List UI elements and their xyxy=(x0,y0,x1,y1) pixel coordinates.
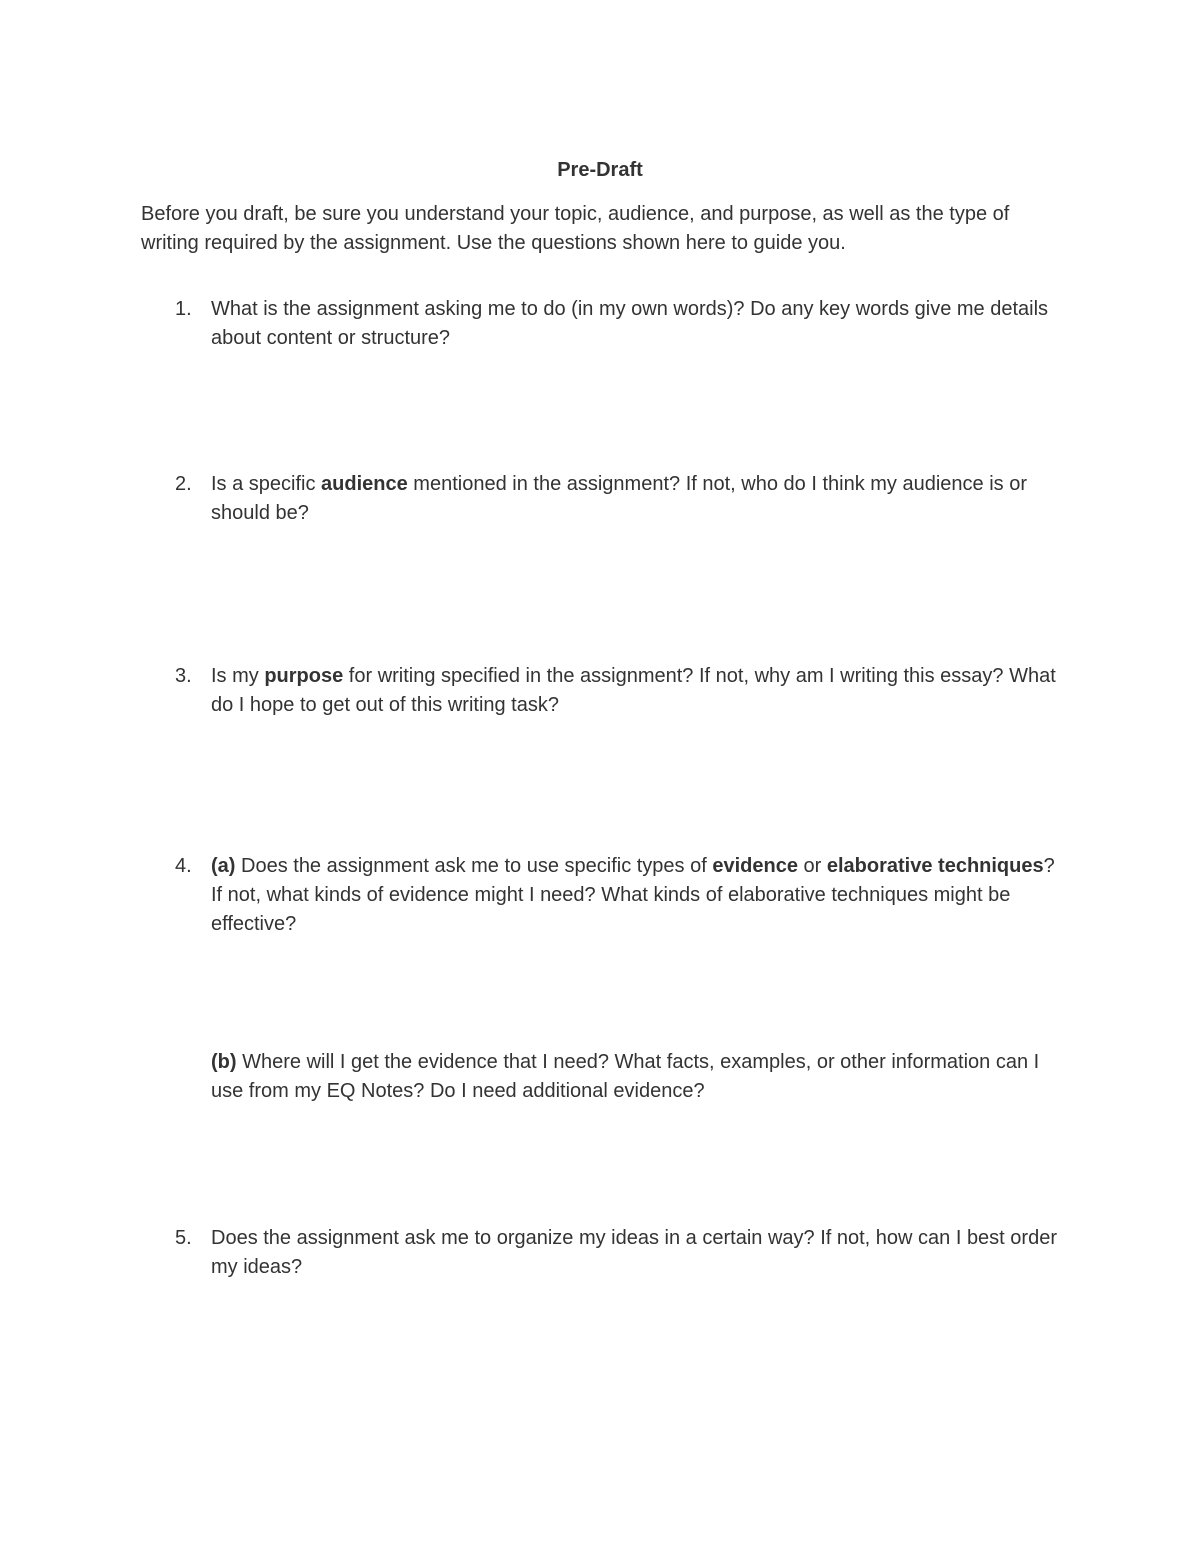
question-text-pre: Is a specific xyxy=(211,473,322,495)
question-text-post: ? If not, what kinds of evidence might I need? What kinds of elaborative techniques might be effective? xyxy=(211,855,1055,935)
keyword-evidence: evidence xyxy=(712,855,798,877)
keyword-elaborative-techniques: elaborative techniques xyxy=(826,855,1044,877)
question-text: Does the assignment ask me to organize my ideas in a certain way? If not, how can I best order my ideas? xyxy=(211,1227,1057,1278)
question-number: 4. xyxy=(175,855,192,877)
question-text-post: mentioned in the assignment? If not, who do I think my audience is or should be? xyxy=(211,473,1027,524)
question-text: What is the assignment asking me to do (in my own words)? Do any key words give me details about content or structure? xyxy=(211,298,1049,349)
question-text-mid: or xyxy=(797,855,827,877)
keyword-audience: audience xyxy=(321,473,408,495)
keyword-purpose: purpose xyxy=(264,665,344,687)
question-text-pre: Does the assignment ask me to use specific types of xyxy=(235,855,713,877)
question-1 xyxy=(175,295,1071,353)
question-2 xyxy=(175,470,1071,528)
sub-label-b: (b) xyxy=(211,1051,237,1073)
question-text-post: for writing specified in the assignment? If not, why am I writing this essay? What do I hope to get out of this writing task? xyxy=(211,665,1056,716)
question-number: 1. xyxy=(175,298,192,320)
question-text: Where will I get the evidence that I need? What facts, examples, or other information can I use from my EQ Notes? Do I need additional evidence? xyxy=(211,1051,1040,1102)
question-text-pre: Is my xyxy=(211,665,265,687)
question-number: 5. xyxy=(175,1227,192,1249)
question-3 xyxy=(175,662,1071,720)
question-4b xyxy=(211,1048,1071,1106)
question-number: 3. xyxy=(175,665,192,687)
question-4a xyxy=(175,852,1071,939)
sub-label-a: (a) xyxy=(211,855,236,877)
question-5 xyxy=(175,1224,1071,1282)
page-title: Pre-Draft xyxy=(557,159,643,181)
intro-paragraph: Before you draft, be sure you understand your topic, audience, and purpose, as well as the type of writing required by the assignment. Use the questions shown here to guide you. xyxy=(141,203,1010,254)
question-number: 2. xyxy=(175,473,192,495)
